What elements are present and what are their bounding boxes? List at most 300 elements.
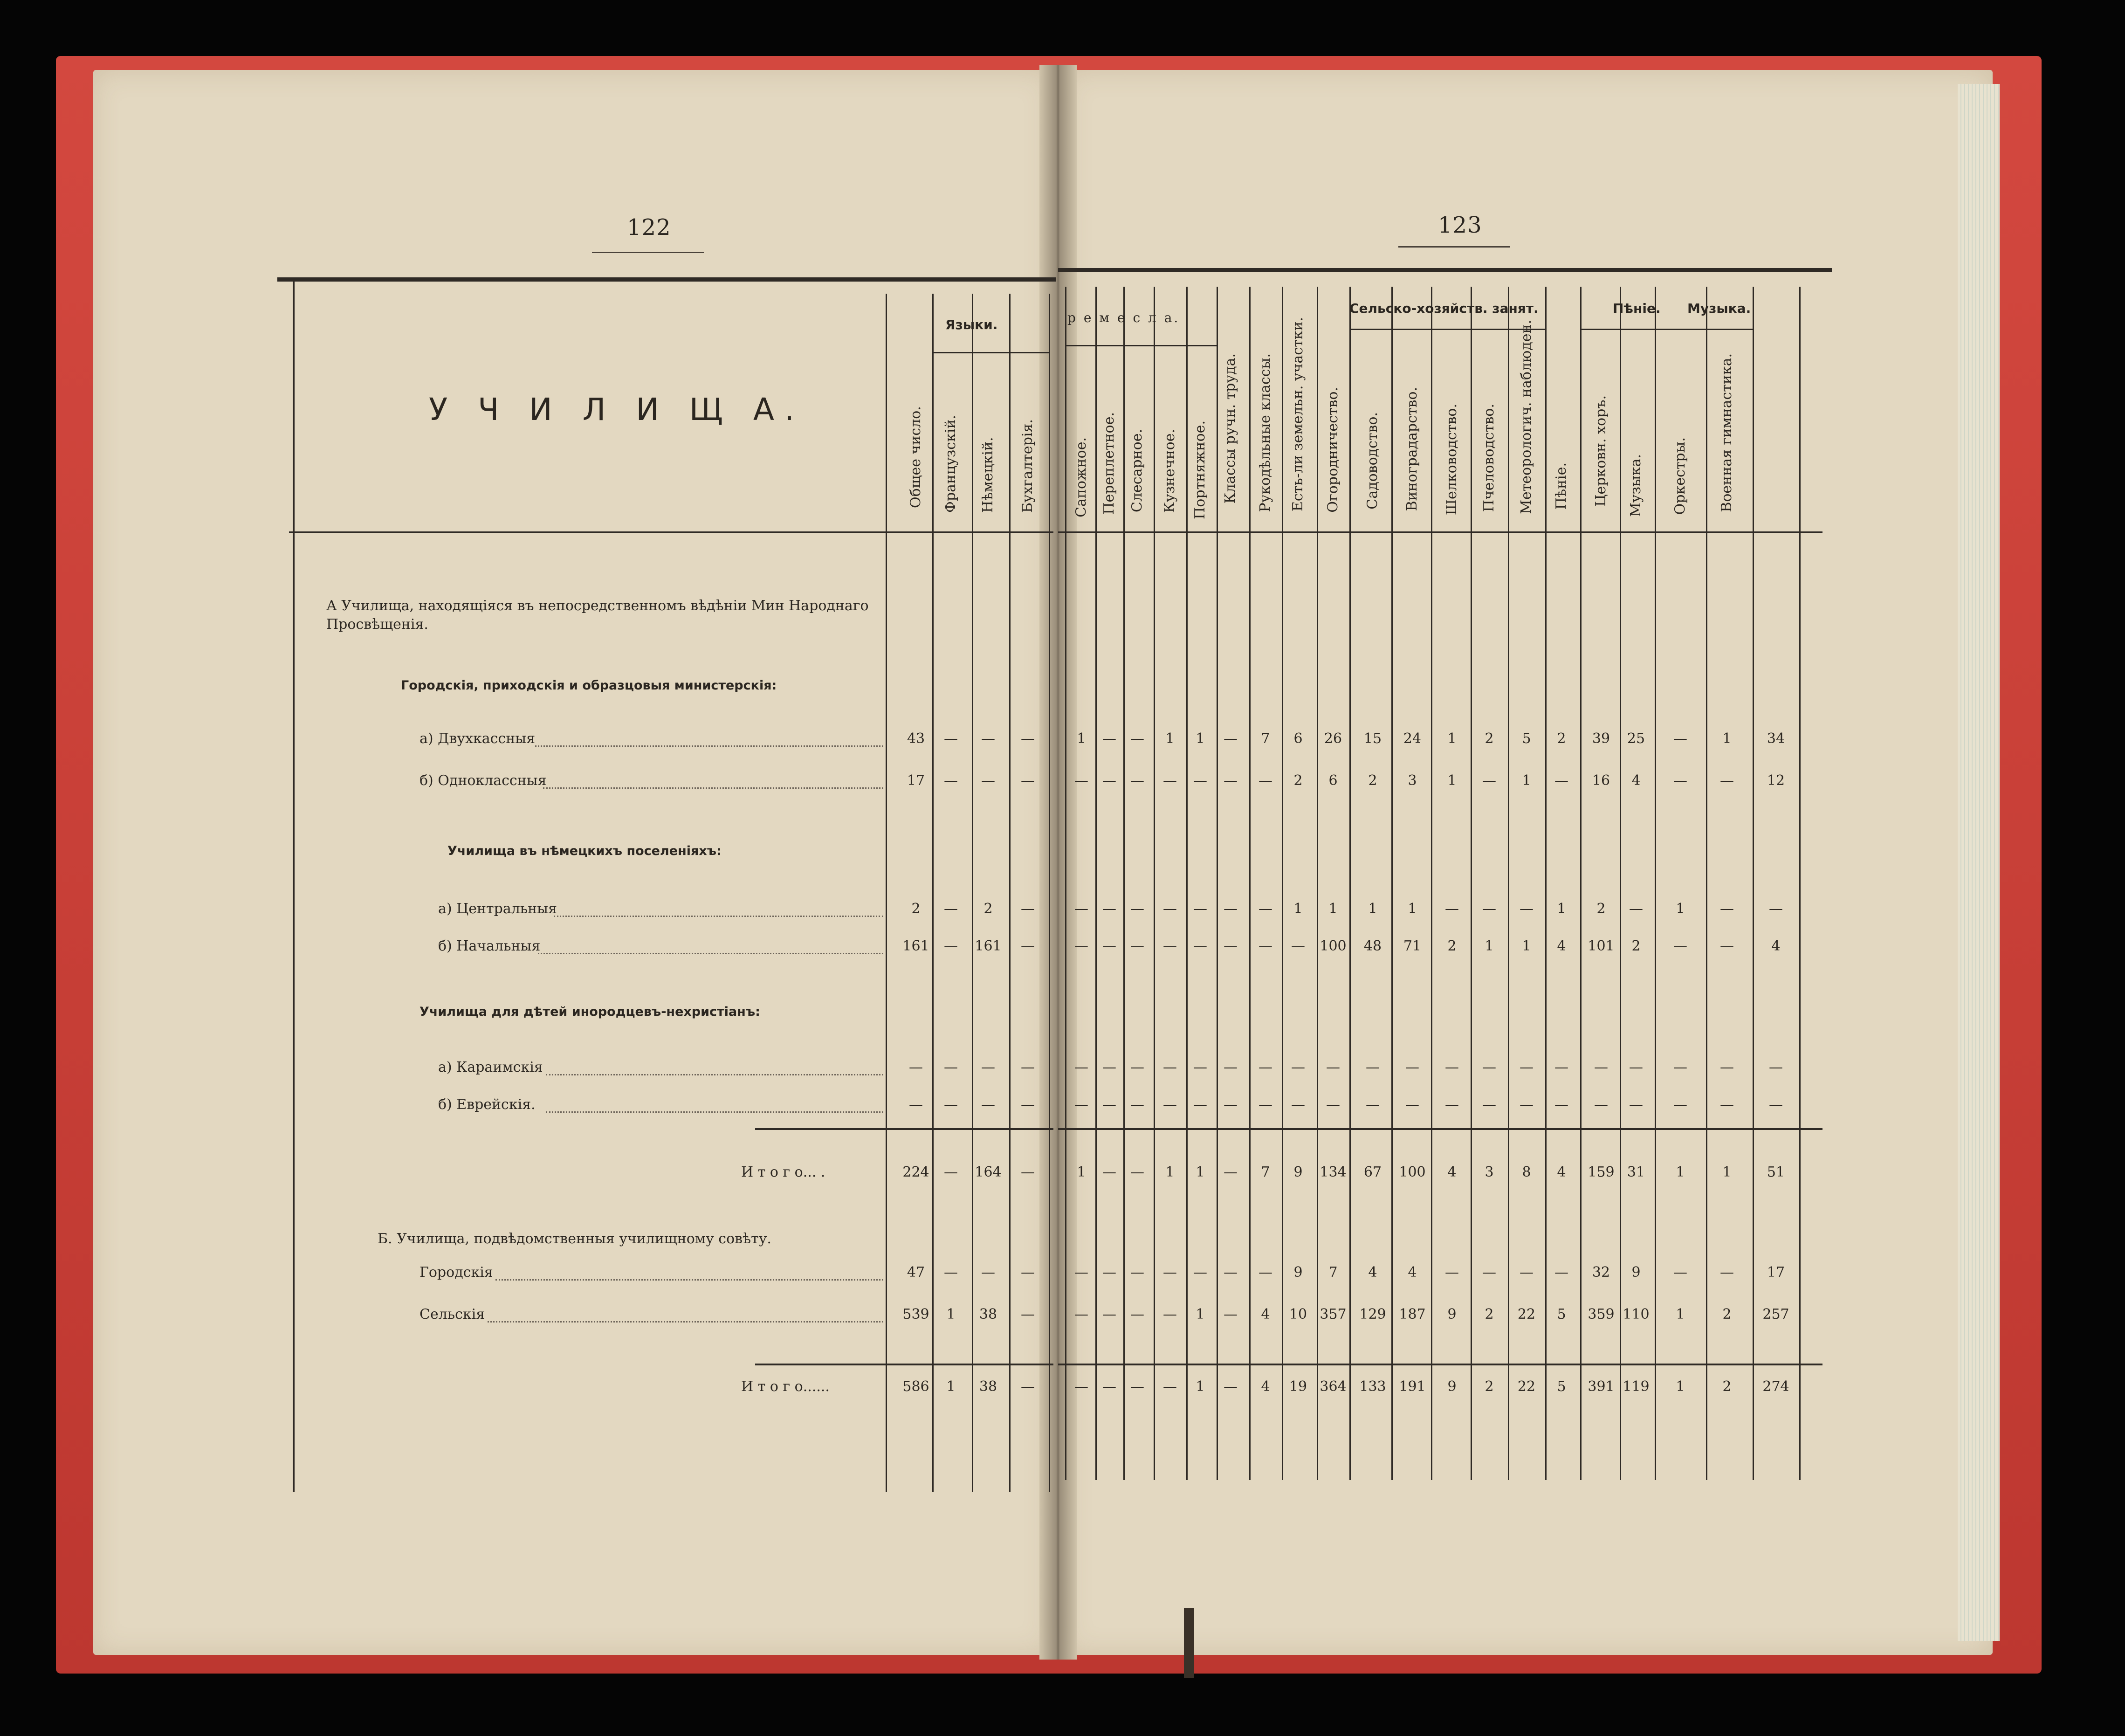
table-cell: 134 bbox=[1320, 1164, 1347, 1180]
table-cell: — bbox=[1554, 1096, 1568, 1113]
table-cell: — bbox=[1258, 938, 1272, 954]
table-cell: 10 bbox=[1289, 1306, 1307, 1323]
table-cell: — bbox=[1102, 772, 1116, 789]
group-header-rule bbox=[1655, 329, 1753, 330]
leader-dots bbox=[546, 1060, 883, 1075]
row-label: а) Двухкассныя bbox=[419, 730, 536, 747]
column-rule bbox=[1009, 294, 1011, 1492]
bookmark-ribbon bbox=[1184, 1608, 1194, 1678]
table-cell: — bbox=[981, 772, 995, 789]
table-cell: — bbox=[981, 1096, 995, 1113]
table-cell: — bbox=[1102, 1264, 1116, 1281]
table-cell: 1 bbox=[1522, 772, 1531, 789]
table-cell: 7 bbox=[1328, 1264, 1338, 1281]
subtotal-rule bbox=[755, 1128, 1053, 1130]
table-cell: 164 bbox=[975, 1164, 1002, 1180]
table-cell: — bbox=[1130, 1306, 1144, 1323]
row-label: а) Караимскія bbox=[438, 1059, 543, 1075]
column-header: Общее число. bbox=[908, 406, 924, 508]
table-cell: 1 bbox=[1408, 901, 1417, 917]
table-cell: — bbox=[1673, 938, 1687, 954]
table-cell: 31 bbox=[1627, 1164, 1645, 1180]
table-cell: — bbox=[1594, 1059, 1608, 1075]
table-cell: — bbox=[1163, 1096, 1177, 1113]
table-cell: — bbox=[1224, 1264, 1238, 1281]
column-rule bbox=[1065, 287, 1066, 1480]
table-cell: — bbox=[1629, 901, 1643, 917]
table-cell: 9 bbox=[1631, 1264, 1641, 1281]
column-rule bbox=[1317, 287, 1318, 1480]
column-rule bbox=[1349, 287, 1351, 1480]
table-cell: — bbox=[1074, 1264, 1088, 1281]
table-cell: — bbox=[1021, 1164, 1035, 1180]
column-rule bbox=[1123, 287, 1125, 1480]
column-header: Садоводство. bbox=[1364, 412, 1381, 510]
table-cell: 1 bbox=[1196, 1306, 1205, 1323]
table-cell: 586 bbox=[902, 1378, 929, 1395]
column-header: Шелководство. bbox=[1444, 404, 1460, 516]
table-cell: — bbox=[1193, 938, 1207, 954]
table-cell: — bbox=[1074, 1059, 1088, 1075]
table-cell: 1 bbox=[1722, 1164, 1732, 1180]
table-cell: — bbox=[1720, 901, 1734, 917]
table-cell: — bbox=[1102, 730, 1116, 747]
table-cell: 100 bbox=[1399, 1164, 1426, 1180]
row-label: И т о г о...... bbox=[741, 1378, 830, 1395]
column-rule bbox=[1154, 287, 1155, 1480]
leader-dots bbox=[554, 902, 883, 917]
table-cell: 17 bbox=[1767, 1264, 1785, 1281]
column-rule bbox=[1471, 287, 1472, 1480]
table-cell: — bbox=[1720, 1264, 1734, 1281]
table-cell: — bbox=[1673, 1059, 1687, 1075]
table-cell: 4 bbox=[1631, 772, 1641, 789]
table-cell: — bbox=[1366, 1096, 1380, 1113]
right-page-number: 123 bbox=[1438, 212, 1482, 238]
row-label: б) Еврейскія. bbox=[438, 1096, 536, 1113]
section-a-heading: А Училища, находящіяся въ непосредственномъ вѣдѣніи Мин Народнаго Просвѣщенія. bbox=[326, 598, 869, 633]
table-cell: 161 bbox=[902, 938, 929, 954]
table-cell: — bbox=[1258, 1059, 1272, 1075]
table-cell: 22 bbox=[1517, 1378, 1536, 1395]
table-cell: 9 bbox=[1293, 1164, 1303, 1180]
table-cell: — bbox=[1130, 1164, 1144, 1180]
table-cell: — bbox=[1193, 1096, 1207, 1113]
table-cell: — bbox=[1163, 901, 1177, 917]
total-rule bbox=[755, 1364, 1053, 1365]
table-cell: — bbox=[1405, 1096, 1419, 1113]
table-cell: — bbox=[1163, 772, 1177, 789]
column-rule bbox=[1391, 287, 1393, 1480]
table-cell: — bbox=[1673, 772, 1687, 789]
table-cell: 1 bbox=[946, 1378, 956, 1395]
table-cell: — bbox=[1163, 1306, 1177, 1323]
table-cell: — bbox=[1554, 1264, 1568, 1281]
table-cell: 71 bbox=[1403, 938, 1422, 954]
column-header: Метеорологич. наблюден. bbox=[1518, 320, 1534, 514]
table-cell: — bbox=[1720, 938, 1734, 954]
column-rule bbox=[1620, 287, 1621, 1480]
leader-dots bbox=[495, 1265, 883, 1281]
table-cell: — bbox=[1629, 1059, 1643, 1075]
column-rule bbox=[972, 294, 973, 1492]
left-page bbox=[93, 70, 1051, 1655]
group-header-rule bbox=[932, 352, 1049, 353]
table-cell: 47 bbox=[907, 1264, 925, 1281]
table-cell: 5 bbox=[1557, 1378, 1566, 1395]
table-cell: — bbox=[1193, 1059, 1207, 1075]
table-cell: — bbox=[1720, 772, 1734, 789]
table-cell: 119 bbox=[1623, 1378, 1650, 1395]
row-label: И т о г о... . bbox=[741, 1164, 825, 1180]
table-cell: 4 bbox=[1261, 1378, 1270, 1395]
table-cell: 5 bbox=[1522, 730, 1531, 747]
table-cell: 9 bbox=[1447, 1378, 1457, 1395]
table-cell: 539 bbox=[902, 1306, 929, 1323]
table-cell: — bbox=[1193, 772, 1207, 789]
table-cell: 161 bbox=[975, 938, 1002, 954]
table-cell: 110 bbox=[1623, 1306, 1650, 1323]
table-cell: 6 bbox=[1328, 772, 1338, 789]
table-cell: 38 bbox=[979, 1378, 997, 1395]
table-cell: 4 bbox=[1368, 1264, 1377, 1281]
column-rule bbox=[1753, 287, 1754, 1480]
table-cell: 4 bbox=[1408, 1264, 1417, 1281]
table-cell: — bbox=[1224, 1306, 1238, 1323]
table-cell: 1 bbox=[1368, 901, 1377, 917]
table-cell: 15 bbox=[1363, 730, 1382, 747]
table-cell: — bbox=[1482, 772, 1496, 789]
section-b-heading: Б. Училища, подвѣдомственныя училищному совѣту. bbox=[378, 1231, 771, 1247]
table-cell: 16 bbox=[1592, 772, 1610, 789]
table-cell: — bbox=[1224, 1059, 1238, 1075]
table-cell: 39 bbox=[1592, 730, 1610, 747]
table-cell: — bbox=[1520, 1059, 1534, 1075]
table-cell: — bbox=[1021, 730, 1035, 747]
table-cell: — bbox=[1291, 1096, 1305, 1113]
table-cell: — bbox=[944, 730, 958, 747]
table-cell: — bbox=[1130, 772, 1144, 789]
table-cell: — bbox=[1021, 938, 1035, 954]
table-cell: 2 bbox=[1293, 772, 1303, 789]
column-rule bbox=[1282, 287, 1283, 1480]
column-rule bbox=[1508, 287, 1509, 1480]
table-cell: — bbox=[1258, 901, 1272, 917]
table-cell: 1 bbox=[1196, 1378, 1205, 1395]
table-cell: — bbox=[1769, 901, 1783, 917]
table-cell: 364 bbox=[1320, 1378, 1347, 1395]
table-cell: — bbox=[981, 1264, 995, 1281]
table-cell: — bbox=[1021, 1306, 1035, 1323]
table-cell: — bbox=[1102, 1164, 1116, 1180]
table-cell: 2 bbox=[1596, 901, 1606, 917]
book-gutter bbox=[1039, 65, 1077, 1660]
table-cell: — bbox=[1224, 1378, 1238, 1395]
column-header: Бухгалтерія. bbox=[1019, 419, 1036, 513]
table-cell: 1 bbox=[1293, 901, 1303, 917]
table-cell: — bbox=[944, 901, 958, 917]
table-cell: 51 bbox=[1767, 1164, 1785, 1180]
table-cell: — bbox=[1258, 772, 1272, 789]
table-cell: — bbox=[1445, 1264, 1459, 1281]
table-cell: — bbox=[1258, 1096, 1272, 1113]
table-cell: 274 bbox=[1762, 1378, 1789, 1395]
table-cell: 34 bbox=[1767, 730, 1785, 747]
table-top-rule bbox=[277, 277, 1056, 282]
page-number-rule bbox=[1398, 246, 1510, 248]
table-cell: 1 bbox=[1077, 1164, 1086, 1180]
table-cell: 26 bbox=[1324, 730, 1342, 747]
table-cell: — bbox=[1021, 901, 1035, 917]
column-rule bbox=[1186, 287, 1188, 1480]
table-cell: — bbox=[944, 1096, 958, 1113]
table-cell: — bbox=[1163, 1378, 1177, 1395]
table-cell: — bbox=[1482, 1059, 1496, 1075]
table-top-rule bbox=[1058, 268, 1832, 272]
table-cell: — bbox=[1326, 1059, 1340, 1075]
table-cell: 1 bbox=[1196, 730, 1205, 747]
table-cell: — bbox=[1224, 1164, 1238, 1180]
leader-dots bbox=[543, 773, 883, 789]
table-cell: — bbox=[1021, 1096, 1035, 1113]
column-rule bbox=[1580, 287, 1582, 1480]
table-cell: — bbox=[1445, 1096, 1459, 1113]
table-cell: 359 bbox=[1588, 1306, 1615, 1323]
table-cell: 32 bbox=[1592, 1264, 1610, 1281]
table-cell: — bbox=[981, 1059, 995, 1075]
table-cell: — bbox=[1520, 1264, 1534, 1281]
table-cell: 2 bbox=[983, 901, 993, 917]
table-cell: 1 bbox=[1077, 730, 1086, 747]
table-cell: — bbox=[981, 730, 995, 747]
column-rule bbox=[1655, 287, 1656, 1480]
row-label: а) Центральныя bbox=[438, 901, 557, 917]
table-cell: 7 bbox=[1261, 730, 1270, 747]
table-cell: — bbox=[1720, 1096, 1734, 1113]
table-cell: 67 bbox=[1363, 1164, 1382, 1180]
column-rule bbox=[1249, 287, 1251, 1480]
table-cell: — bbox=[1673, 730, 1687, 747]
leader-dots bbox=[538, 939, 883, 954]
table-cell: 257 bbox=[1762, 1306, 1789, 1323]
column-header: Французскій. bbox=[942, 415, 959, 513]
table-cell: 2 bbox=[1485, 730, 1494, 747]
table-cell: 1 bbox=[1676, 1164, 1685, 1180]
table-cell: — bbox=[1405, 1059, 1419, 1075]
table-cell: 2 bbox=[1485, 1378, 1494, 1395]
leader-dots bbox=[546, 1097, 883, 1113]
table-cell: 1 bbox=[1165, 1164, 1175, 1180]
table-cell: — bbox=[1445, 1059, 1459, 1075]
table-cell: — bbox=[944, 938, 958, 954]
table-cell: 1 bbox=[1722, 730, 1732, 747]
table-cell: 2 bbox=[1557, 730, 1566, 747]
table-cell: — bbox=[1102, 1096, 1116, 1113]
table-cell: — bbox=[1554, 1059, 1568, 1075]
column-rule bbox=[1049, 294, 1050, 1492]
column-header: Музыка. bbox=[1628, 454, 1644, 517]
table-cell: — bbox=[1291, 938, 1305, 954]
table-cell: — bbox=[1130, 1264, 1144, 1281]
group-header-singing: Пѣніе. bbox=[1613, 301, 1661, 316]
column-header: Кузнечное. bbox=[1162, 429, 1178, 513]
column-rule bbox=[932, 294, 934, 1492]
column-header: Оркестры. bbox=[1672, 437, 1688, 515]
group-header-rule bbox=[1065, 345, 1217, 346]
column-rule bbox=[1095, 287, 1097, 1480]
table-cell: 22 bbox=[1517, 1306, 1536, 1323]
table-cell: — bbox=[1520, 901, 1534, 917]
table-cell: 133 bbox=[1359, 1378, 1386, 1395]
table-cell: 3 bbox=[1485, 1164, 1494, 1180]
table-cell: — bbox=[1673, 1264, 1687, 1281]
column-header: Виноградарство. bbox=[1404, 387, 1420, 511]
table-cell: 4 bbox=[1557, 938, 1566, 954]
table-cell: — bbox=[944, 1059, 958, 1075]
table-cell: — bbox=[944, 1264, 958, 1281]
left-page-number: 122 bbox=[627, 214, 671, 241]
column-header: Есть-ли земельн. участки. bbox=[1290, 317, 1306, 512]
column-rule bbox=[1431, 287, 1432, 1480]
table-cell: 1 bbox=[946, 1306, 956, 1323]
row-label: б) Одноклассныя bbox=[419, 772, 547, 789]
table-cell: 12 bbox=[1767, 772, 1785, 789]
table-cell: — bbox=[1102, 1306, 1116, 1323]
table-cell: 1 bbox=[1557, 901, 1566, 917]
table-cell: — bbox=[1074, 772, 1088, 789]
table-cell: 25 bbox=[1627, 730, 1645, 747]
header-bottom-rule bbox=[1058, 531, 1822, 533]
table-cell: — bbox=[1102, 1378, 1116, 1395]
table-cell: — bbox=[1193, 1264, 1207, 1281]
table-cell: 17 bbox=[907, 772, 925, 789]
column-header: Нѣмецкій. bbox=[980, 437, 996, 513]
table-cell: 4 bbox=[1771, 938, 1781, 954]
table-cell: 1 bbox=[1485, 938, 1494, 954]
leader-dots bbox=[535, 731, 883, 747]
table-cell: 24 bbox=[1403, 730, 1422, 747]
table-cell: 4 bbox=[1557, 1164, 1566, 1180]
table-cell: 38 bbox=[979, 1306, 997, 1323]
table-cell: 2 bbox=[1485, 1306, 1494, 1323]
leader-dots bbox=[488, 1307, 883, 1323]
table-cell: 9 bbox=[1447, 1306, 1457, 1323]
table-cell: — bbox=[1482, 1096, 1496, 1113]
table-cell: 224 bbox=[902, 1164, 929, 1180]
table-cell: — bbox=[1482, 1264, 1496, 1281]
table-cell: — bbox=[1224, 1096, 1238, 1113]
subsection-german-schools: Училища въ нѣмецкихъ поселеніяхъ: bbox=[447, 844, 722, 858]
table-cell: 357 bbox=[1320, 1306, 1347, 1323]
table-cell: 43 bbox=[907, 730, 925, 747]
table-cell: — bbox=[1021, 1378, 1035, 1395]
column-header: Переплетное. bbox=[1101, 412, 1117, 515]
column-header: Огородничество. bbox=[1325, 387, 1341, 513]
table-cell: 191 bbox=[1399, 1378, 1426, 1395]
column-rule bbox=[1217, 287, 1218, 1480]
page-number-rule bbox=[592, 252, 704, 253]
table-cell: — bbox=[1074, 901, 1088, 917]
table-cell: — bbox=[1130, 1096, 1144, 1113]
table-cell: — bbox=[1366, 1059, 1380, 1075]
table-cell: — bbox=[1130, 1378, 1144, 1395]
row-label: б) Начальныя bbox=[438, 938, 541, 954]
table-cell: 2 bbox=[1368, 772, 1377, 789]
total-rule bbox=[1058, 1364, 1822, 1365]
table-cell: 2 bbox=[911, 901, 921, 917]
subtotal-rule bbox=[1058, 1128, 1822, 1130]
table-cell: — bbox=[944, 772, 958, 789]
table-cell: — bbox=[1224, 901, 1238, 917]
table-cell: — bbox=[1445, 901, 1459, 917]
table-cell: 48 bbox=[1363, 938, 1382, 954]
table-cell: — bbox=[1130, 730, 1144, 747]
table-cell: 9 bbox=[1293, 1264, 1303, 1281]
group-header-music: Музыка. bbox=[1687, 301, 1751, 316]
table-cell: — bbox=[1554, 772, 1568, 789]
table-cell: 1 bbox=[1676, 1378, 1685, 1395]
table-cell: 1 bbox=[1328, 901, 1338, 917]
table-cell: 2 bbox=[1631, 938, 1641, 954]
column-rule bbox=[886, 294, 887, 1492]
table-cell: — bbox=[1224, 730, 1238, 747]
table-cell: 159 bbox=[1588, 1164, 1615, 1180]
column-header: Классы ручн. труда. bbox=[1222, 353, 1238, 504]
column-header: Пчеловодство. bbox=[1481, 404, 1497, 512]
table-cell: 6 bbox=[1293, 730, 1303, 747]
subsection-city-schools: Городскія, приходскія и образцовыя министерскія: bbox=[401, 678, 777, 693]
table-cell: 1 bbox=[1447, 730, 1457, 747]
table-cell: — bbox=[1163, 1264, 1177, 1281]
table-cell: 129 bbox=[1359, 1306, 1386, 1323]
table-title: У Ч И Л И Щ А. bbox=[429, 392, 805, 427]
table-cell: 2 bbox=[1722, 1306, 1732, 1323]
page-edges bbox=[1958, 84, 2000, 1641]
table-cell: — bbox=[1258, 1264, 1272, 1281]
column-header: Портняжное. bbox=[1192, 420, 1208, 519]
table-cell: — bbox=[1021, 1059, 1035, 1075]
table-cell: — bbox=[1163, 1059, 1177, 1075]
table-cell: 187 bbox=[1399, 1306, 1426, 1323]
table-cell: — bbox=[1326, 1096, 1340, 1113]
table-cell: 2 bbox=[1447, 938, 1457, 954]
table-cell: — bbox=[1629, 1096, 1643, 1113]
table-cell: — bbox=[1102, 938, 1116, 954]
table-cell: — bbox=[944, 1164, 958, 1180]
header-bottom-rule bbox=[289, 531, 1053, 533]
column-header: Церковн. хоръ. bbox=[1593, 395, 1609, 507]
table-cell: 1 bbox=[1447, 772, 1457, 789]
subsection-nonchristian-schools: Училища для дѣтей инородцевъ-нехристіанъ: bbox=[419, 1005, 760, 1019]
table-left-rule bbox=[293, 280, 295, 1492]
table-cell: 5 bbox=[1557, 1306, 1566, 1323]
table-cell: 4 bbox=[1261, 1306, 1270, 1323]
row-label: Сельскія bbox=[419, 1306, 485, 1323]
table-cell: 2 bbox=[1722, 1378, 1732, 1395]
column-header: Военная гимнастика. bbox=[1719, 353, 1735, 512]
table-cell: 391 bbox=[1588, 1378, 1615, 1395]
table-cell: — bbox=[1482, 901, 1496, 917]
table-cell: — bbox=[1130, 901, 1144, 917]
group-header-crafts: р е м е с л а. bbox=[1067, 310, 1180, 325]
column-header: Рукодѣльные классы. bbox=[1257, 353, 1273, 512]
table-cell: — bbox=[1720, 1059, 1734, 1075]
table-cell: — bbox=[1291, 1059, 1305, 1075]
column-rule bbox=[1706, 287, 1707, 1480]
table-cell: — bbox=[1074, 1378, 1088, 1395]
table-cell: 19 bbox=[1289, 1378, 1307, 1395]
table-cell: 3 bbox=[1408, 772, 1417, 789]
